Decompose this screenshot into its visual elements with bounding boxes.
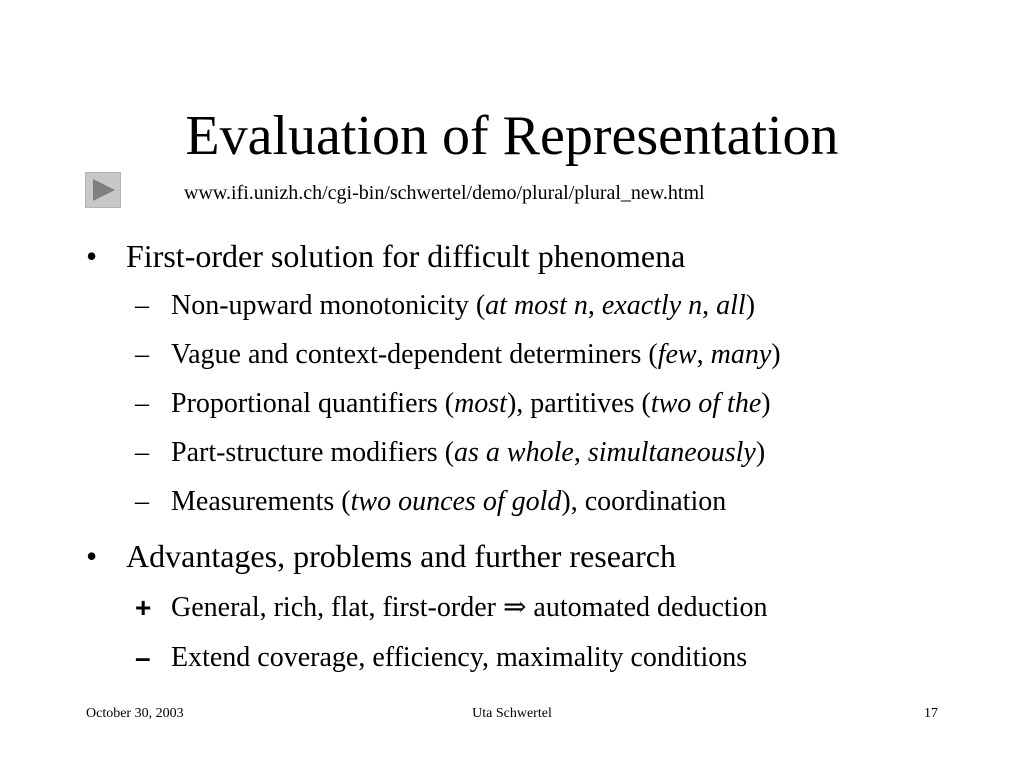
subitem-text bbox=[171, 339, 781, 370]
footer-author: Uta Schwertel bbox=[472, 706, 552, 721]
italic-segment: all bbox=[716, 290, 746, 321]
plus-marker: + bbox=[135, 592, 152, 623]
text-segment: Measurements ( bbox=[171, 486, 351, 517]
text-segment: , bbox=[702, 290, 717, 321]
minus-marker: – bbox=[135, 642, 151, 673]
italic-segment: as a whole bbox=[454, 437, 574, 468]
subitem-extend-coverage bbox=[135, 640, 748, 676]
text-segment: Part-structure modifiers ( bbox=[171, 437, 455, 468]
text-segment: ) bbox=[755, 437, 766, 468]
subitem-general-rich bbox=[135, 590, 768, 626]
text-segment: Proportional quantifiers ( bbox=[171, 388, 455, 419]
subitem-proportional-quantifiers bbox=[135, 386, 771, 422]
italic-segment: at most n bbox=[485, 290, 588, 321]
text-segment: ), partitives ( bbox=[506, 388, 651, 419]
italic-segment: exactly n bbox=[601, 290, 703, 321]
bullet-text: First-order solution for difficult phenomena bbox=[126, 238, 686, 274]
dash-marker: – bbox=[135, 486, 149, 517]
italic-segment: two of the bbox=[650, 388, 762, 419]
subitem-monotonicity bbox=[135, 288, 756, 324]
italic-segment: most bbox=[454, 388, 507, 419]
italic-segment: two ounces of gold bbox=[350, 486, 562, 517]
subitem-text: General, rich, flat, first-order ⇒ automated deduction bbox=[171, 592, 768, 623]
text-segment: , bbox=[696, 339, 711, 370]
bullet-item-first-order bbox=[86, 236, 686, 276]
dash-marker: – bbox=[135, 290, 149, 321]
text-segment: , bbox=[587, 290, 602, 321]
text-segment: Vague and context-dependent determiners ( bbox=[171, 339, 658, 370]
footer-date: October 30, 2003 bbox=[86, 706, 184, 721]
text-segment: Non-upward monotonicity ( bbox=[171, 290, 486, 321]
dash-marker: – bbox=[135, 437, 149, 468]
text-segment: ) bbox=[761, 388, 771, 419]
text-segment: ), coordination bbox=[561, 486, 727, 517]
slide-title: Evaluation of Representation bbox=[185, 105, 839, 167]
dash-marker: – bbox=[135, 339, 149, 370]
italic-segment: simultaneously bbox=[587, 437, 756, 468]
text-segment: ) bbox=[771, 339, 781, 370]
subitem-vague-determiners bbox=[135, 337, 781, 373]
dash-marker: – bbox=[135, 388, 149, 419]
text-segment: ) bbox=[745, 290, 756, 321]
subitem-text bbox=[171, 290, 755, 321]
italic-segment: many bbox=[710, 339, 772, 370]
demo-url-link[interactable]: www.ifi.unizh.ch/cgi-bin/schwertel/demo/plural/plural_new.html bbox=[184, 182, 705, 204]
subitem-text bbox=[171, 437, 765, 468]
bullet-marker: • bbox=[86, 238, 98, 274]
bullet-marker: • bbox=[86, 538, 98, 574]
subitem-text bbox=[171, 486, 726, 517]
text-segment: , bbox=[573, 437, 588, 468]
subitem-text: Extend coverage, efficiency, maximality conditions bbox=[171, 642, 748, 673]
bullet-item-advantages bbox=[86, 536, 676, 576]
subitem-text bbox=[171, 388, 771, 419]
subitem-measurements bbox=[135, 484, 727, 520]
italic-segment: few bbox=[657, 339, 697, 370]
subitem-part-structure bbox=[135, 435, 766, 471]
footer-page-number: 17 bbox=[924, 706, 938, 721]
bullet-text: Advantages, problems and further research bbox=[126, 538, 676, 574]
